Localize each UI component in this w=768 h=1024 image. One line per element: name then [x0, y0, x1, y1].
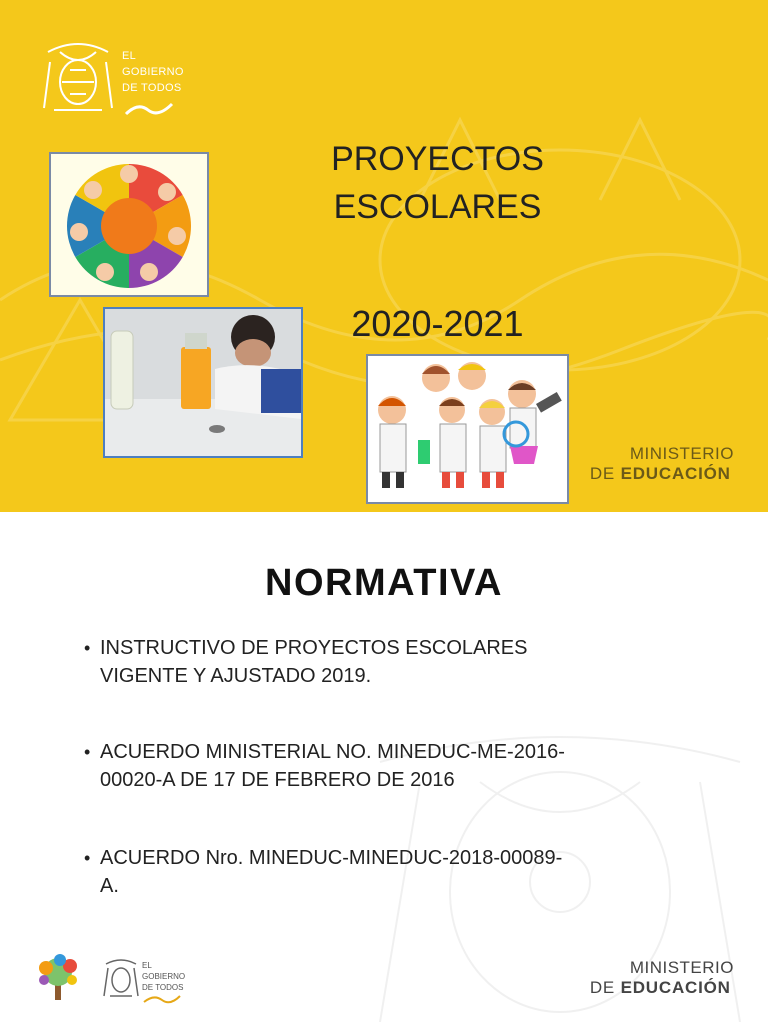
bullet-dot: • [84, 742, 91, 762]
ministerio-prefix: DE [589, 978, 621, 997]
school-year: 2020-2021 [351, 303, 524, 344]
footer-gov-line1: EL [142, 961, 152, 970]
footer-ministerio-educacion-logo [590, 958, 734, 998]
government-swoosh-icon [142, 994, 182, 1004]
bullet-item [84, 634, 644, 690]
ministerio-line1: MINISTERIO [629, 444, 734, 463]
gobierno-de-todos-text [122, 48, 184, 96]
title-line1: PROYECTOS [331, 140, 544, 178]
normativa-slide [0, 512, 768, 1024]
gov-logo-line1: EL [122, 50, 137, 62]
bullet-dot: • [84, 638, 91, 658]
ministerio-line2 [590, 978, 734, 998]
bullet-text-line2: VIGENTE Y AJUSTADO 2019. [100, 665, 372, 687]
ecuador-coat-of-arms-icon [102, 956, 140, 1000]
normativa-heading: NORMATIVA [265, 562, 503, 604]
tree-of-life-icon [30, 954, 86, 1004]
bullet-text-line2: 00020-A DE 17 DE FEBRERO DE 2016 [100, 769, 455, 791]
ecuador-coat-of-arms-icon [40, 38, 116, 118]
footer-gov-line2: GOBIERNO [142, 972, 186, 981]
ministerio-prefix: DE [589, 464, 621, 483]
slide-title [300, 135, 575, 231]
footer-gov-line3: DE TODOS [142, 983, 184, 992]
ministerio-educacion-bold: EDUCACIÓN [620, 978, 731, 997]
footer-gobierno-text [142, 960, 185, 993]
gov-logo-line2: GOBIERNO [122, 66, 184, 78]
ministerio-educacion-bold: EDUCACIÓN [620, 464, 731, 483]
ministerio-line2 [590, 464, 734, 484]
footer-logos [30, 954, 210, 1014]
ministerio-line1: MINISTERIO [629, 958, 734, 977]
gov-logo-line3: DE TODOS [122, 82, 182, 94]
gobierno-de-todos-logo [40, 38, 200, 122]
title-line2: ESCOLARES [333, 188, 542, 226]
children-wheel-illustration [49, 152, 209, 297]
government-swoosh-icon [124, 100, 174, 118]
ministerio-educacion-logo [590, 444, 734, 484]
bullet-item [84, 738, 644, 794]
bullet-text-line1: ACUERDO MINISTERIAL NO. MINEDUC-ME-2016- [100, 741, 565, 763]
bullet-item [84, 844, 644, 900]
bullet-text-line2: A. [100, 875, 119, 897]
bullet-dot: • [84, 848, 91, 868]
child-experiment-photo [103, 307, 303, 458]
bullet-text-line1: ACUERDO Nro. MINEDUC-MINEDUC-2018-00089- [100, 847, 563, 869]
bullet-text-line1: INSTRUCTIVO DE PROYECTOS ESCOLARES [100, 637, 528, 659]
kids-scientists-illustration [366, 354, 569, 504]
